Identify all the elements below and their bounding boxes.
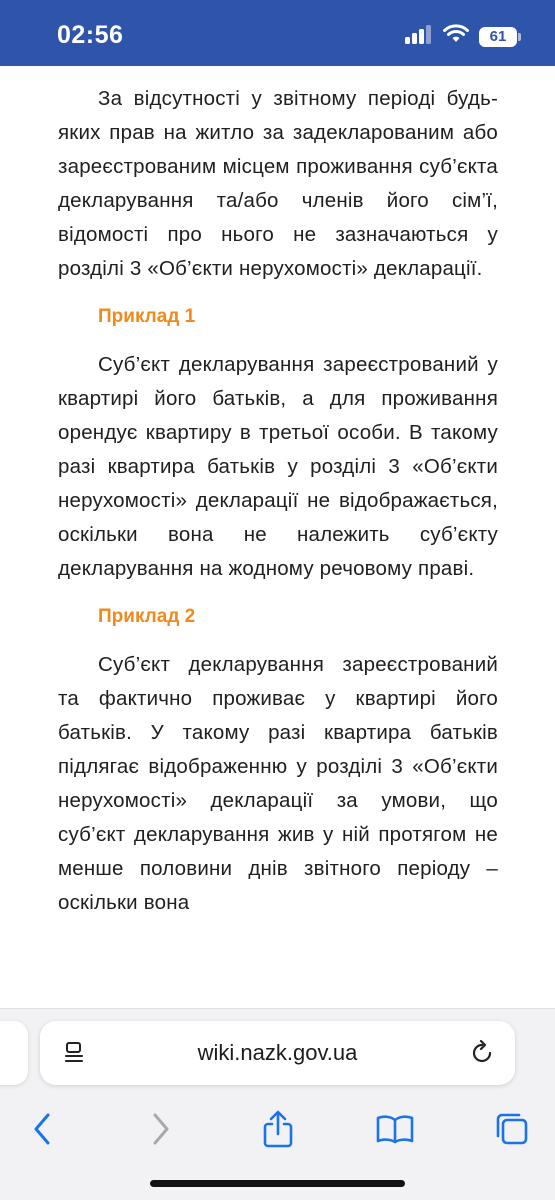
battery-icon: 61 — [479, 27, 517, 47]
status-bar — [0, 0, 555, 66]
share-icon[interactable] — [258, 1109, 298, 1149]
tabs-icon[interactable] — [492, 1109, 532, 1149]
bookmarks-icon[interactable] — [375, 1109, 415, 1149]
article-paragraph: За відсутності у звітному періоді будь-яких прав на житло за задекларованим або зареєстрованим місцем проживання суб’єкта декларування та/або членів його сім’ї, відомості про нього не зазначаються у розділі 3 «Об’єкти нерухомості» декларації. — [58, 87, 498, 280]
example-1-text: Суб’єкт декларування зареєстрований у квартирі його батьків, а для проживання орендує квартиру в третьої особи. В такому разі квартира батьків у розділі 3 «Об’єкти нерухомості» декларації не відображається, оскільки вона не належить суб’єкту декларування на жодному речовому праві. — [58, 353, 498, 580]
reload-icon[interactable] — [469, 1040, 495, 1071]
status-icons — [405, 24, 517, 49]
example-1-heading: Приклад 1 — [98, 306, 196, 327]
address-bar[interactable] — [40, 1021, 515, 1085]
forward-arrow-icon[interactable] — [141, 1109, 181, 1149]
url-text[interactable]: wiki.nazk.gov.ua — [197, 1040, 358, 1065]
home-indicator — [150, 1180, 405, 1187]
status-time: 02:56 — [57, 21, 124, 49]
back-arrow-icon[interactable] — [22, 1109, 62, 1149]
wifi-icon — [443, 24, 469, 49]
browser-bottom-panel — [0, 1008, 555, 1200]
article-content — [58, 82, 498, 1007]
previous-tab-peek[interactable] — [0, 1021, 28, 1085]
cellular-signal-icon — [405, 24, 433, 49]
example-2-heading: Приклад 2 — [98, 606, 196, 627]
example-2-text: Суб’єкт декларування зареєстрований та фактично проживає у квартирі його батьків. У такому разі квартира батьків підлягає відображенню у розділі 3 «Об’єкти нерухомості» декларації за умови, що суб’єкт декларування жив у ній протягом не менше половини днів звітного періоду – оскільки вона — [58, 653, 498, 914]
